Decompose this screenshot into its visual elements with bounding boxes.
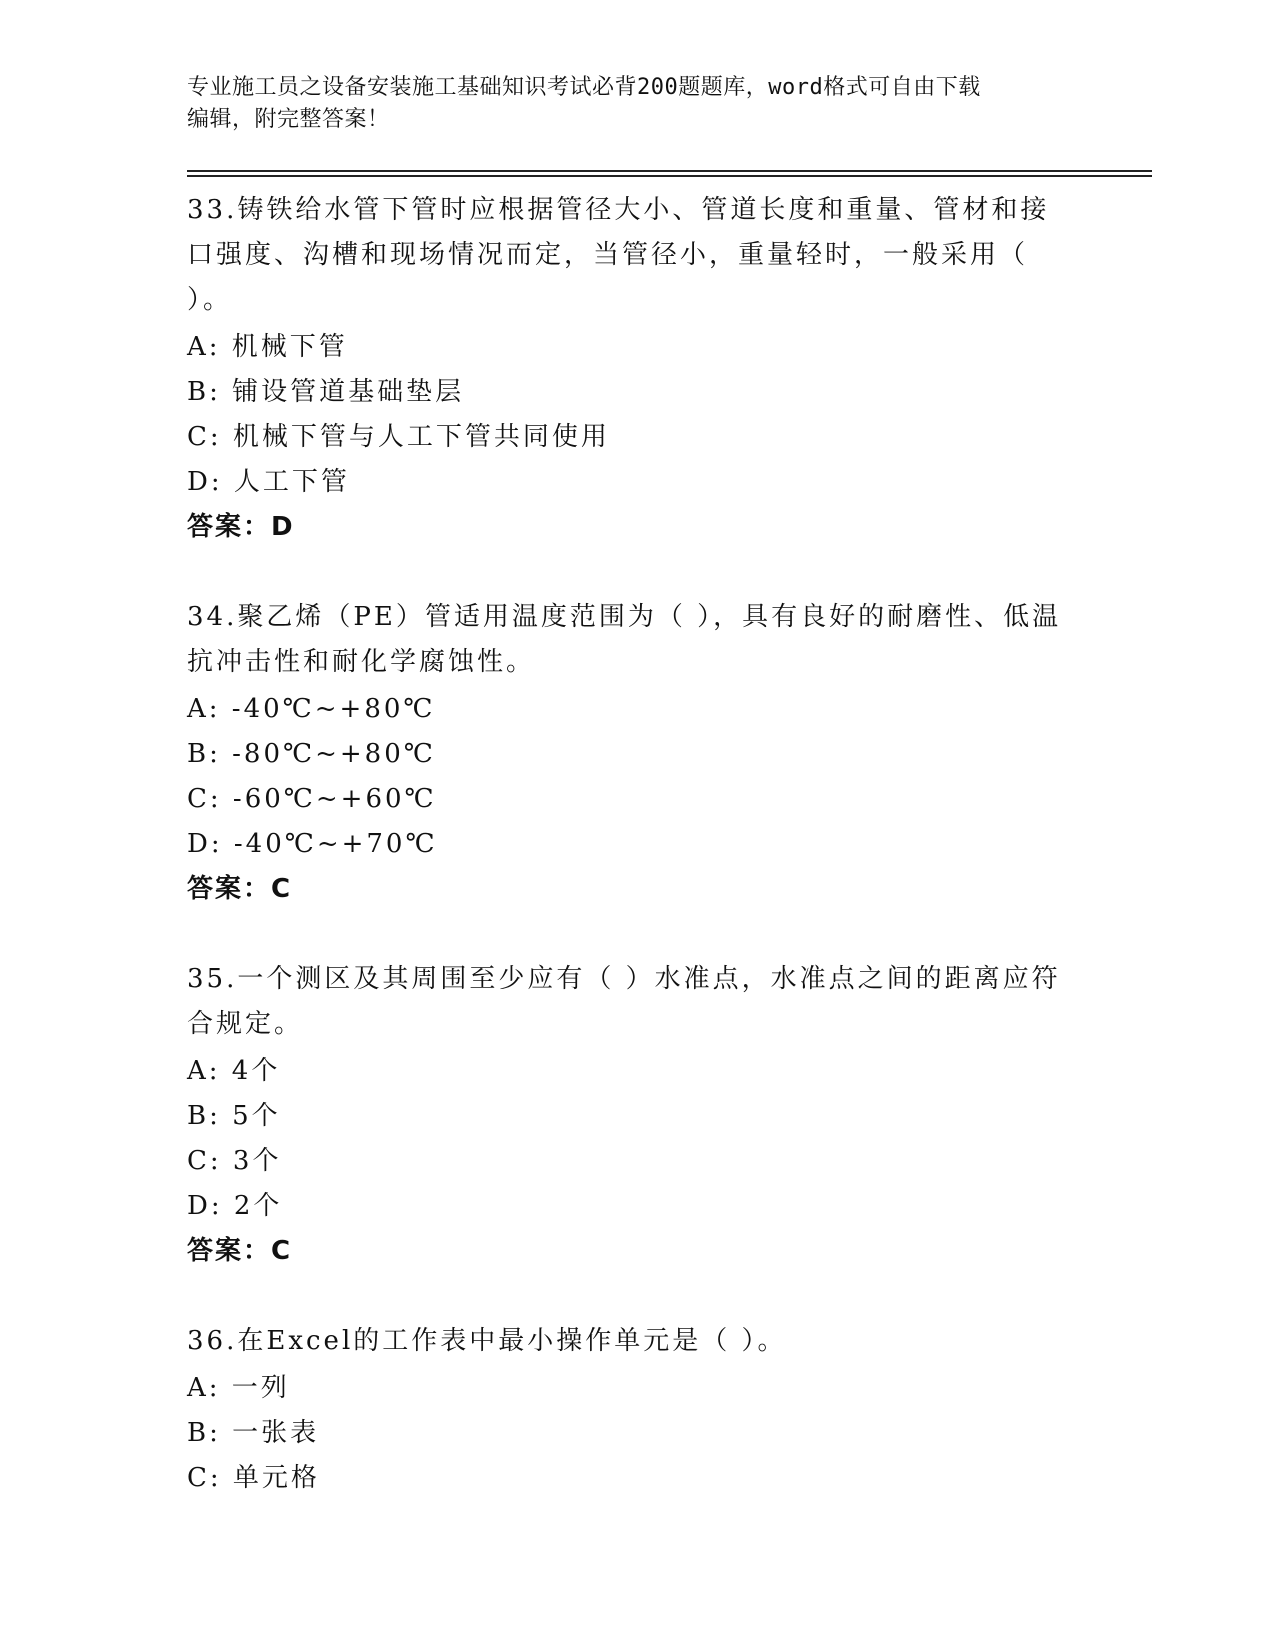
option-b: B: 5个 xyxy=(187,1101,281,1131)
option-d: D: 人工下管 xyxy=(187,467,350,497)
option-b: B: 铺设管道基础垫层 xyxy=(187,377,465,407)
header-rule-top xyxy=(187,170,1152,172)
answer-label: 答案：C xyxy=(187,1236,293,1266)
question-stem: 36.在Excel的工作表中最小操作单元是（ ）。 xyxy=(187,1326,787,1356)
answer-label: 答案：D xyxy=(187,512,295,542)
question-35 xyxy=(187,957,1067,1274)
option-c: C: -60℃~+60℃ xyxy=(187,784,437,814)
option-b: B: -80℃~+80℃ xyxy=(187,739,436,769)
question-stem: 33.铸铁给水管下管时应根据管径大小、管道长度和重量、管材和接口强度、沟槽和现场情况而定，当管径小，重量轻时，一般采用（ ）。 xyxy=(187,195,1050,315)
question-33 xyxy=(187,188,1067,550)
header-line-1: 专业施工员之设备安装施工基础知识考试必背200题题库，word格式可自由下载 xyxy=(187,75,981,100)
question-stem: 35.一个测区及其周围至少应有（ ）水准点，水准点之间的距离应符合规定。 xyxy=(187,964,1061,1039)
option-a: A: -40℃~+80℃ xyxy=(187,694,436,724)
question-stem: 34.聚乙烯（PE）管适用温度范围为（ ），具有良好的耐磨性、低温抗冲击性和耐化学腐蚀性。 xyxy=(187,602,1062,677)
document-header xyxy=(187,72,1067,136)
header-rule-bottom xyxy=(187,175,1152,177)
option-c: C: 机械下管与人工下管共同使用 xyxy=(187,422,610,452)
option-c: C: 3个 xyxy=(187,1146,282,1176)
question-36 xyxy=(187,1319,1067,1501)
question-list xyxy=(187,188,1067,1546)
header-line-2: 编辑，附完整答案！ xyxy=(187,107,390,132)
option-b: B: 一张表 xyxy=(187,1418,320,1448)
option-a: A: 4个 xyxy=(187,1056,281,1086)
option-a: A: 机械下管 xyxy=(187,332,348,362)
option-d: D: 2个 xyxy=(187,1191,283,1221)
option-c: C: 单元格 xyxy=(187,1463,320,1493)
option-d: D: -40℃~+70℃ xyxy=(187,829,438,859)
answer-label: 答案：C xyxy=(187,874,293,904)
question-34 xyxy=(187,595,1067,912)
option-a: A: 一列 xyxy=(187,1373,290,1403)
